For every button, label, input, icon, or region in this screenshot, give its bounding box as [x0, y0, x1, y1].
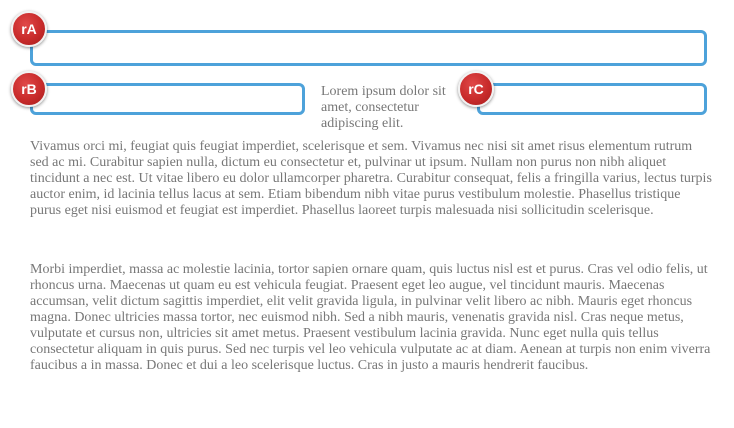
floating-text: Lorem ipsum dolor sit amet, consectetur adipiscing elit. [321, 84, 446, 131]
region-b-box[interactable] [30, 83, 305, 115]
region-b-badge: rB [11, 71, 47, 107]
region-a-badge: rA [11, 11, 47, 47]
body-paragraph-1: Vivamus orci mi, feugiat quis feugiat imperdiet, scelerisque et sem. Vivamus nec nisi sit amet risus elementum rutrum sed ac mi. Curabitur sapien nulla, dictum eu consectetur et, pulvinar ut ipsum. Nullam non purus non nibh aliquet tincidunt a nec est. Ut vitae libero eu dolor ullamcorper pharetra. Curabitur consequat, felis a fringilla varius, lectus turpis auctor enim, id lacinia tellus lacus at sem. Etiam bibendum nibh vitae purus vestibulum molestie. Phasellus tristique purus eget nisi euismod et feugiat est imperdiet. Phasellus laoreet turpis malesuada nisi sollicitudin scelerisque. [30, 139, 712, 218]
region-a-box[interactable] [30, 30, 707, 66]
region-c-badge: rC [458, 71, 494, 107]
body-paragraph-2: Morbi imperdiet, massa ac molestie lacinia, tortor sapien ornare quam, quis luctus nisl est et purus. Cras vel odio felis, ut rhoncus urna. Maecenas ut quam eu est vehicula feugiat. Praesent eget leo augue, vel tincidunt mauris. Maecenas accumsan, velit dictum sagittis imperdiet, elit velit gravida ligula, in pulvinar velit libero ac nibh. Mauris eget rhoncus magna. Donec ultricies massa tortor, nec euismod nibh. Sed a nibh mauris, venenatis gravida nisl. Cras neque metus, vulputate et cursus non, ultricies sit amet metus. Praesent vestibulum lacinia gravida. Nunc eget nulla quis tellus consectetur aliquam in quis purus. Sed nec turpis vel leo vehicula vulputate ac at diam. Aenean at turpis non enim viverra faucibus a in massa. Donec et dui a leo scelerisque luctus. Cras in justo a mauris hendrerit faucibus. [30, 262, 711, 373]
region-c-box[interactable] [477, 83, 707, 115]
